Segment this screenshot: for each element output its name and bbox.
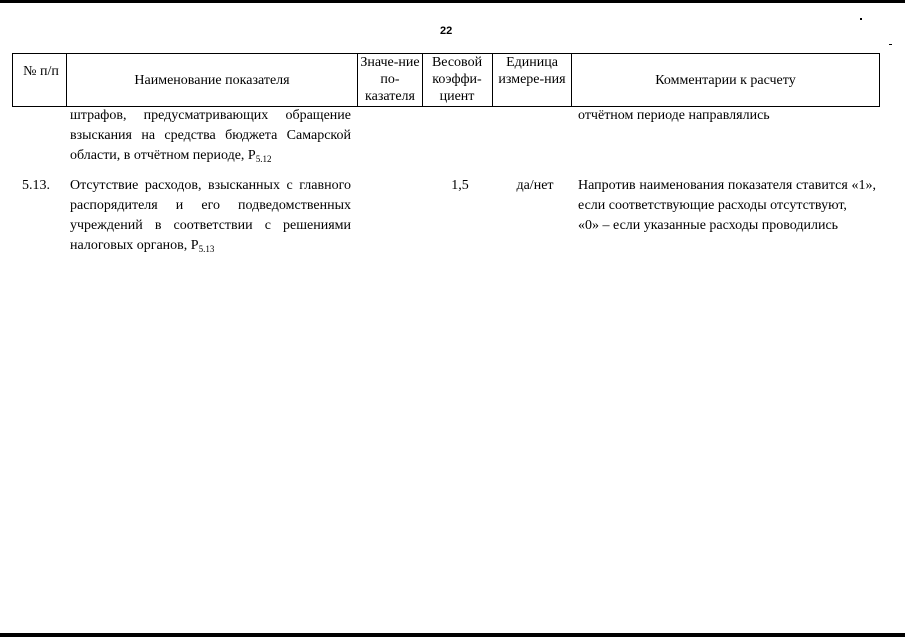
top-border (0, 0, 905, 3)
bottom-border (0, 633, 905, 637)
comment-line: «0» – если указанные расходы проводились (578, 218, 839, 233)
scan-speck (860, 18, 862, 20)
indicator-name-text: Отсутствие расходов, взысканных с главного распорядителя и его подведомственных учреждений в соответствии с решениями налоговых органов, Р (70, 178, 351, 253)
comment-line: Напротив наименования показателя ставится «1», если соответствующие расходы отсутствуют, (578, 178, 876, 213)
indicator-name-text: штрафов, предусматривающих обращение взыскания на средства бюджета Самарской области, в отчётном периоде, Р (70, 108, 351, 163)
row-number: 5.13. (22, 178, 50, 193)
comment-text: отчётном периоде направлялись (578, 108, 770, 123)
unit-of-measure: да/нет (516, 178, 554, 193)
weight-coefficient: 1,5 (451, 178, 469, 193)
header-col-unit: Единица измере-ния (498, 55, 566, 87)
indicator-subscript: 5.13 (198, 244, 215, 254)
header-col-weight: Весовой коэффи-циент (431, 55, 483, 104)
header-col-value: Значе-ние по-казателя (360, 55, 420, 104)
header-col-comment: Комментарии к расчету (655, 73, 796, 88)
indicator-subscript: 5.12 (255, 154, 272, 164)
indicator-name (70, 106, 351, 166)
scan-speck (889, 44, 892, 45)
header-col-name: Наименование показателя (134, 73, 290, 88)
indicator-name (70, 176, 351, 256)
header-col-number: № п/п (23, 64, 59, 79)
comment-text (578, 176, 876, 236)
page-number: 22 (440, 25, 453, 37)
